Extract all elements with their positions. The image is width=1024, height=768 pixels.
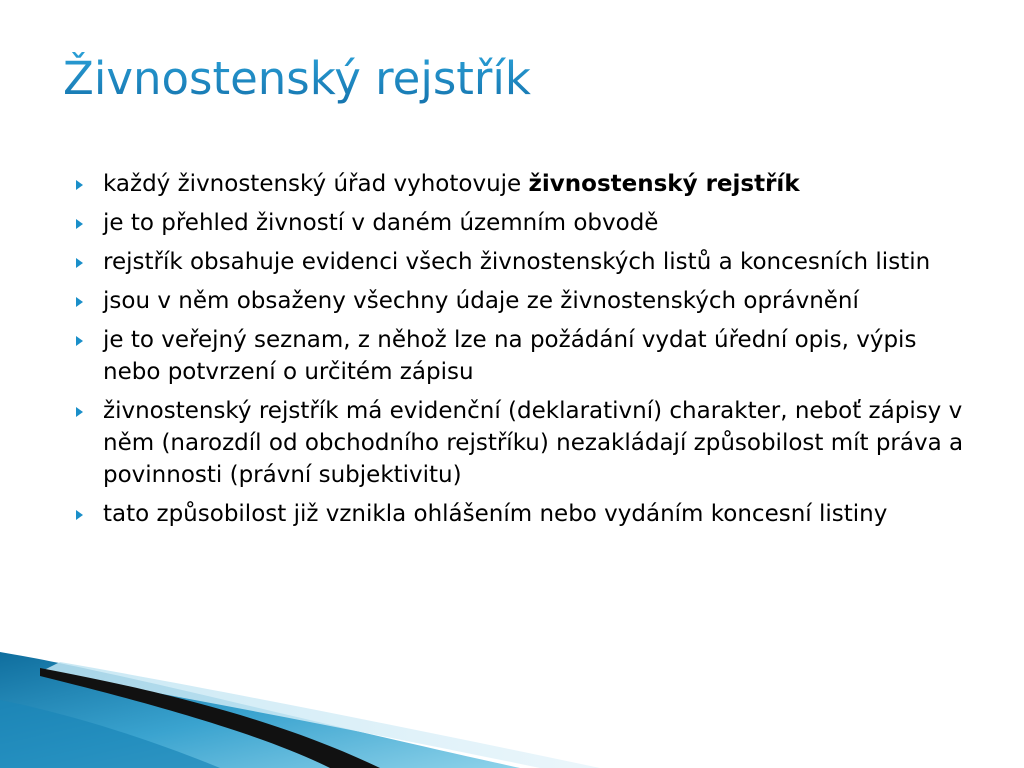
- bullet-item: [76, 395, 976, 491]
- bullet-text: rejstřík obsahuje evidenci všech živnostenských listů a koncesních listin: [103, 249, 931, 275]
- bullet-text: živnostenský rejstřík má evidenční (deklarativní) charakter, neboť zápisy v něm (narozdíl od obchodního rejstříku) nezakládají způsobilost mít práva a povinnosti (právní subjektivitu): [103, 398, 964, 488]
- bullet-item: [76, 285, 976, 317]
- bullet-item: [76, 246, 976, 278]
- bullet-bold-text: živnostenský rejstřík: [528, 171, 800, 197]
- bullet-item: [76, 207, 976, 239]
- bullet-item: [76, 498, 976, 530]
- bullet-item: [76, 168, 976, 200]
- triangle-bullet-icon: [76, 219, 83, 229]
- bullet-text: každý živnostenský úřad vyhotovuje: [103, 171, 529, 197]
- slide-title: Živnostenský rejstřík: [63, 52, 531, 105]
- triangle-bullet-icon: [76, 258, 83, 268]
- triangle-bullet-icon: [76, 180, 83, 190]
- triangle-bullet-icon: [76, 510, 83, 520]
- bullet-text: je to veřejný seznam, z něhož lze na požádání vydat úřední opis, výpis nebo potvrzení o určitém zápisu: [103, 327, 917, 385]
- triangle-bullet-icon: [76, 336, 83, 346]
- bullet-item: [76, 324, 976, 388]
- bullet-text: jsou v něm obsaženy všechny údaje ze živnostenských oprávnění: [103, 288, 859, 314]
- bullet-text: tato způsobilost již vznikla ohlášením nebo vydáním koncesní listiny: [103, 501, 888, 527]
- triangle-bullet-icon: [76, 407, 83, 417]
- triangle-bullet-icon: [76, 297, 83, 307]
- bullet-list: [76, 168, 976, 537]
- bullet-text: je to přehled živností v daném územním obvodě: [103, 210, 659, 236]
